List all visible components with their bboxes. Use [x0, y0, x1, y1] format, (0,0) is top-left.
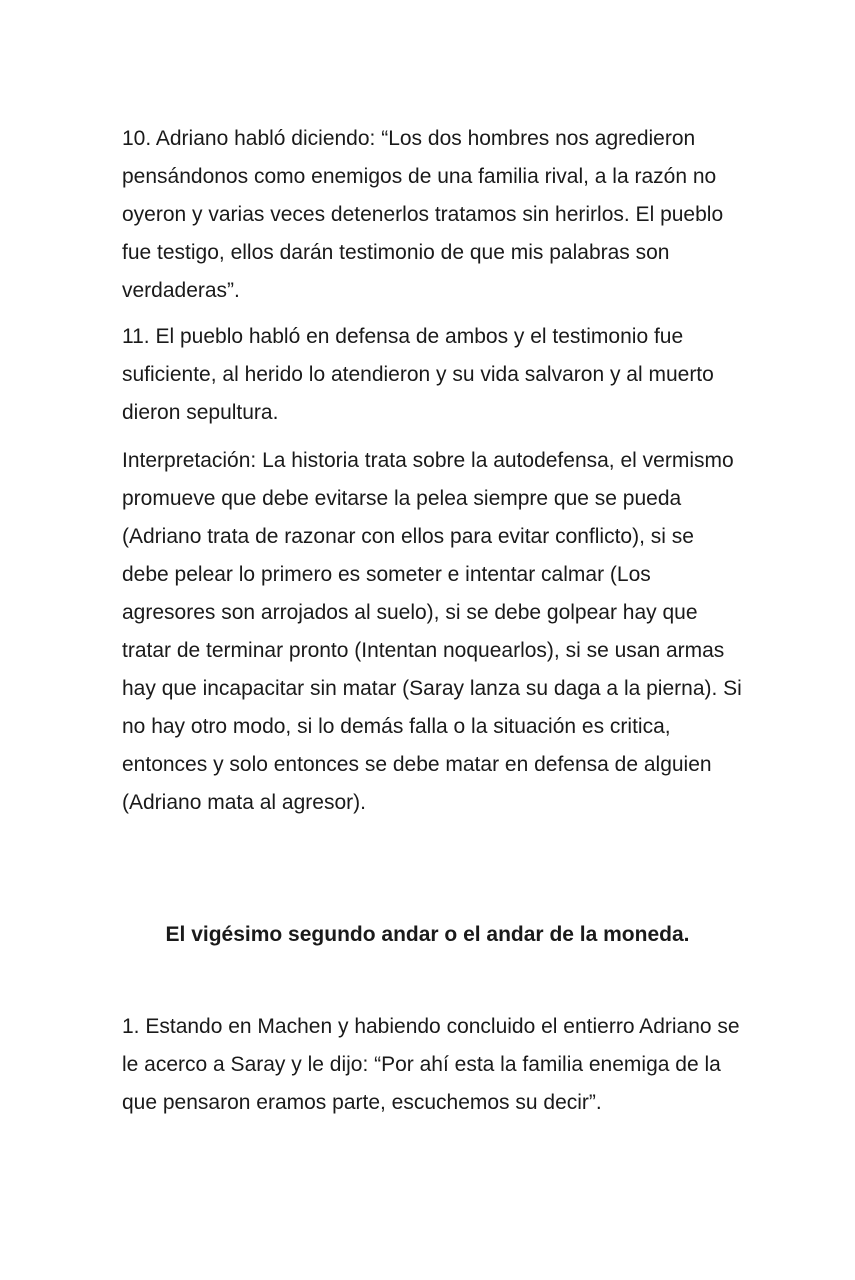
section-heading: El vigésimo segundo andar o el andar de la moneda.: [165, 923, 690, 946]
paragraph-1: 1. Estando en Machen y habiendo concluido el entierro Adriano se le acerco a Saray y le dijo: “Por ahí esta la familia enemiga de la que pensaron eramos parte, escuchemos su decir”.: [122, 1015, 740, 1114]
paragraph-10: 10. Adriano habló diciendo: “Los dos hombres nos agredieron pensándonos como enemigos de una familia rival, a la razón no oyeron y varias veces detenerlos tratamos sin herirlos. El pueblo fue testigo, ellos darán testimonio de que mis palabras son verdaderas”.: [122, 127, 724, 302]
paragraph-11: 11. El pueblo habló en defensa de ambos y el testimonio fue suficiente, al herido lo atendieron y su vida salvaron y al muerto dieron sepultura.: [122, 325, 714, 424]
interpretation-paragraph: Interpretación: La historia trata sobre la autodefensa, el vermismo promueve que debe evitarse la pelea siempre que se pueda (Adriano trata de razonar con ellos para evitar conflicto), si se debe pelear lo primero es someter e intentar calmar (Los agresores son arrojados al suelo), si se debe golpear hay que tratar de terminar pronto (Intentan noquearlos), si se usan armas hay que incapacitar sin matar (Saray lanza su daga a la pierna). Si no hay otro modo, si lo demás falla o la situación es critica, entonces y solo entonces se debe matar en defensa de alguien (Adriano mata al agresor).: [122, 449, 742, 814]
